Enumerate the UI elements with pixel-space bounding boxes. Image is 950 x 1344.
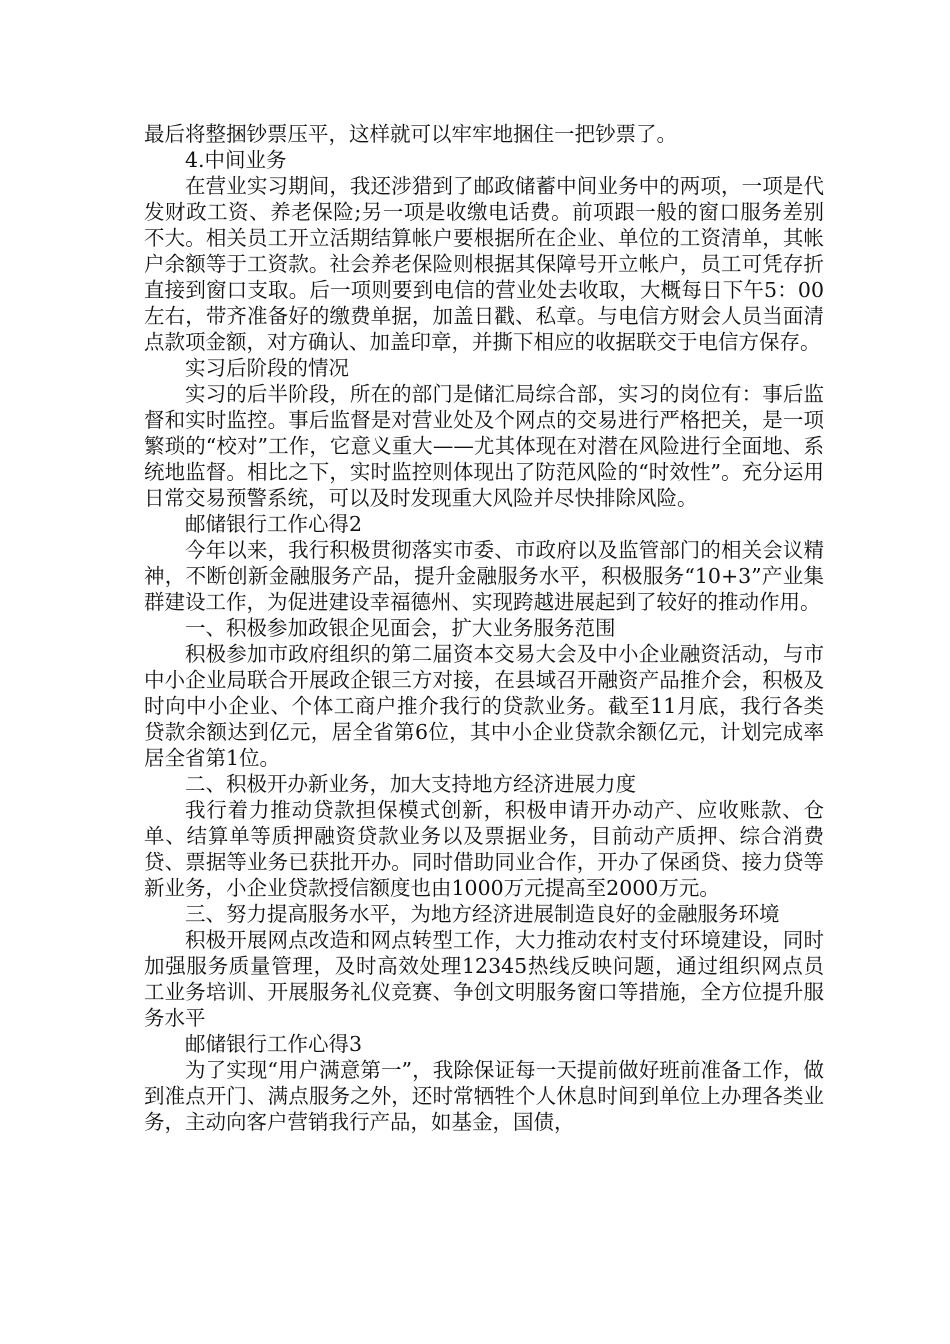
paragraph: 积极开展网点改造和网点转型工作，大力推动农村支付环境建设，同时加强服务质量管理，及时高效处理12345热线反映问题，通过组织网点员工业务培训、开展服务礼仪竞赛、争创文明服务窗口等措施，全方位提升服务水平 xyxy=(144,928,824,1030)
paragraph: 积极参加市政府组织的第二届资本交易大会及中小企业融资活动，与市中小企业局联合开展政企银三方对接，在县域召开融资产品推介会，积极及时向中小企业、个体工商户推介我行的贷款业务。截至11月底，我行各类贷款余额达到亿元，居全省第6位，其中小企业贷款余额亿元，计划完成率居全省第1位。 xyxy=(144,642,824,770)
paragraph: 实习的后半阶段，所在的部门是储汇局综合部，实习的岗位有：事后监督和实时监控。事后监督是对营业处及个网点的交易进行严格把关，是一项繁琐的“校对”工作，它意义重大——尤其体现在对潜在风险进行全面地、系统地监督。相比之下，实时监控则体现出了防范风险的“时效性”。充分运用日常交易预警系统，可以及时发现重大风险并尽快排除风险。 xyxy=(144,382,824,510)
paragraph: 在营业实习期间，我还涉猎到了邮政储蓄中间业务中的两项，一项是代发财政工资、养老保险;另一项是收缴电话费。前项跟一般的窗口服务差别不大。相关员工开立活期结算帐户要根据所在企业、单位的工资清单，其帐户余额等于工资款。社会养老保险则根据其保障号开立帐户，员工可凭存折直接到窗口支取。后一项则要到电信的营业处去收取，大概每日下午5：00左右，带齐准备好的缴费单据，加盖日戳、私章。与电信方财会人员当面清点款项金额，对方确认、加盖印章，并撕下相应的收据联交于电信方保存。 xyxy=(144,174,824,354)
paragraph: 今年以来，我行积极贯彻落实市委、市政府以及监管部门的相关会议精神，不断创新金融服务产品，提升金融服务水平，积极服务“10+3”产业集群建设工作，为促进建设幸福德州、实现跨越进展起到了较好的推动作用。 xyxy=(144,538,824,614)
paragraph: 为了实现“用户满意第一”，我除保证每一天提前做好班前准备工作，做到准点开门、满点服务之外，还时常牺牲个人休息时间到单位上办理各类业务，主动向客户营销我行产品，如基金，国债， xyxy=(144,1058,824,1134)
section-heading: 二、积极开办新业务，加大支持地方经济进展力度 xyxy=(185,772,636,796)
section-heading: 一、积极参加政银企见面会，扩大业务服务范围 xyxy=(185,616,616,640)
section-heading: 4.中间业务 xyxy=(185,148,287,172)
paragraph: 最后将整捆钞票压平，这样就可以牢牢地捆住一把钞票了。 xyxy=(144,122,677,146)
section-heading: 三、努力提高服务水平，为地方经济进展制造良好的金融服务环境 xyxy=(185,902,780,926)
section-heading: 邮储银行工作心得2 xyxy=(185,512,363,536)
document-page xyxy=(144,121,824,1135)
paragraph: 我行着力推动贷款担保模式创新，积极申请开办动产、应收账款、仓单、结算单等质押融资贷款业务以及票据业务，目前动产质押、综合消费贷、票据等业务已获批开办。同时借助同业合作，开办了保函贷、接力贷等新业务，小企业贷款授信额度也由1000万元提高至2000万元。 xyxy=(144,798,824,900)
section-heading: 邮储银行工作心得3 xyxy=(185,1032,363,1056)
section-heading: 实习后阶段的情况 xyxy=(185,356,349,380)
